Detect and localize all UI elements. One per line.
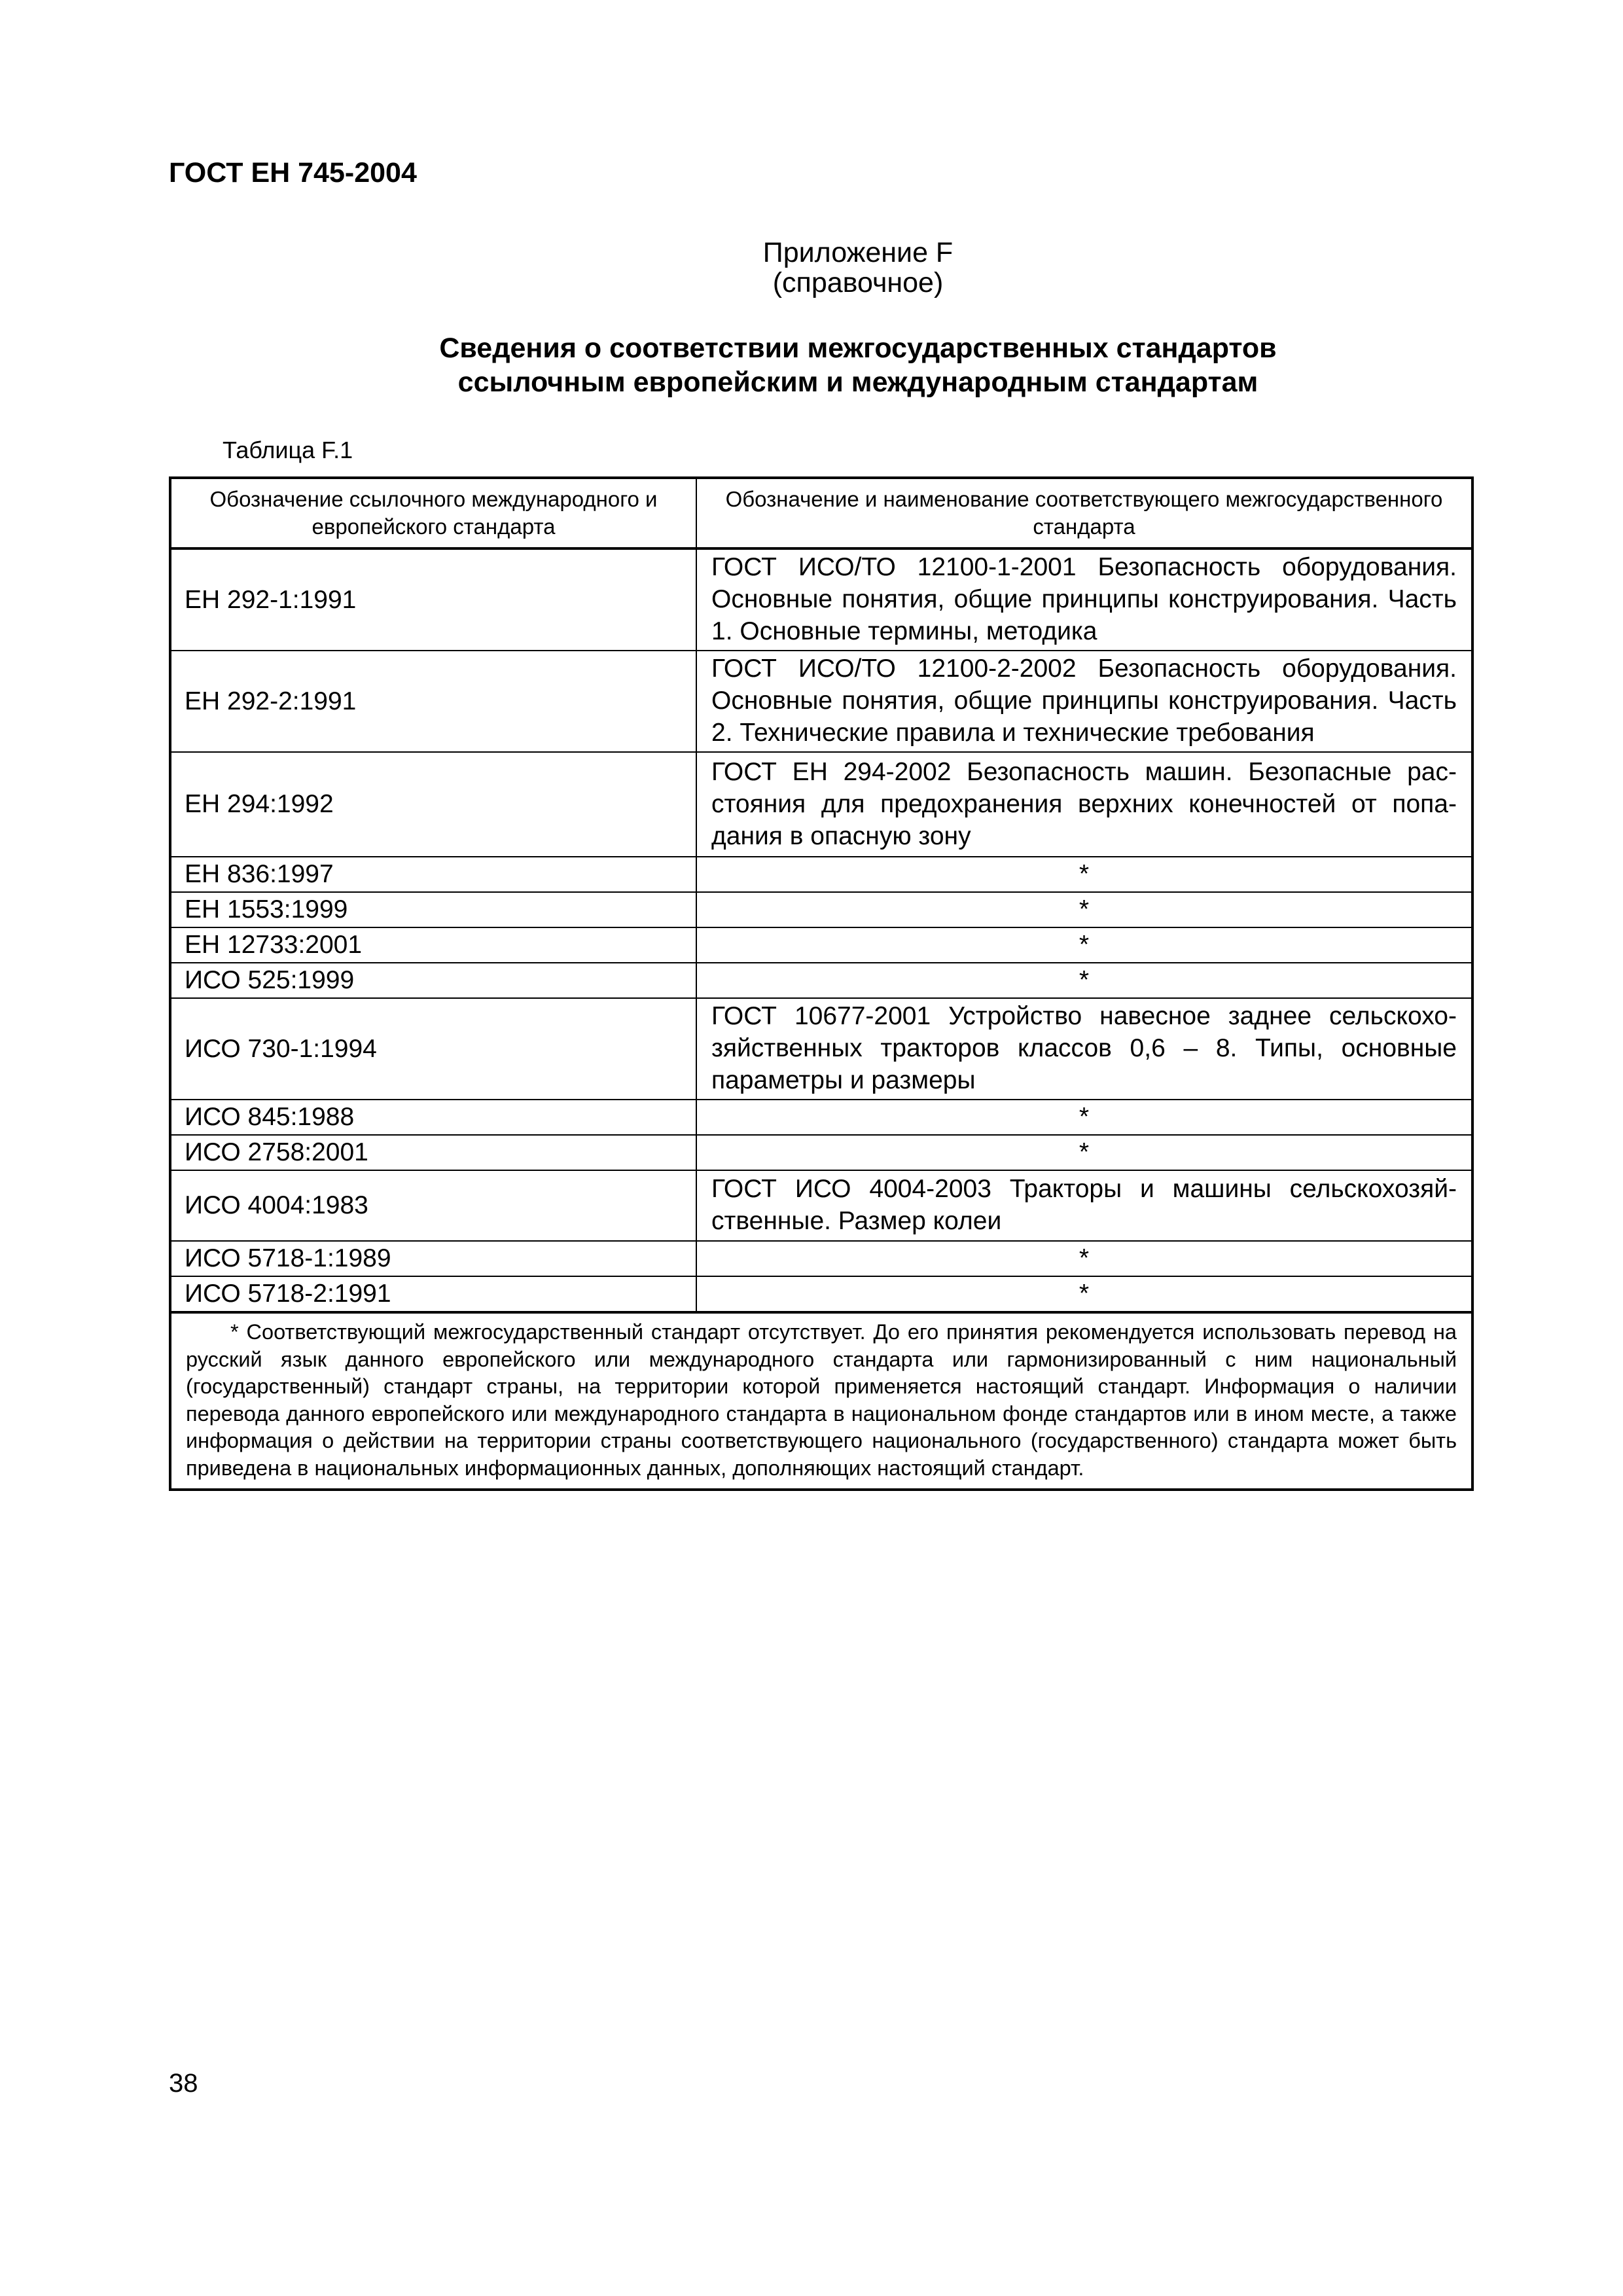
interstate-standard-cell: ГОСТ 10677-2001 Устройство навесное заднее сельскохозяйственных тракторов классов 0,6 – 8. Типы, основные параметры и размеры [696,998,1472,1100]
international-standard-cell: ИСО 5718-2:1991 [170,1276,696,1312]
section-title-line-1: Сведения о соответствии межгосударственных стандартов [439,332,1277,364]
interstate-standard-cell: * [696,892,1472,927]
interstate-standard-cell: * [696,857,1472,892]
interstate-standard-cell: * [696,963,1472,998]
table-row [170,927,1472,963]
table-caption: Таблица F.1 [223,437,353,463]
interstate-standard-cell: ГОСТ ИСО/ТО 12100-2-2002 Безопасность оборудования. Основные понятия, общие принципы конструирования. Часть 2. Технические правила и технические требования [696,651,1472,752]
interstate-standard-cell: * [696,1100,1472,1135]
interstate-standard-cell: * [696,1241,1472,1276]
international-standard-cell: ЕН 294:1992 [170,752,696,857]
table-row [170,1241,1472,1276]
table-row [170,1170,1472,1241]
interstate-standard-cell: ГОСТ ИСО 4004-2003 Тракторы и машины сельскохозяйственные. Размер колеи [696,1170,1472,1241]
interstate-standard-cell: ГОСТ ЕН 294-2002 Безопасность машин. Безопасные расстояния для предохранения верхних конечностей от попадания в опасную зону [696,752,1472,857]
appendix-status: (справочное) [772,267,944,298]
international-standard-cell: ЕН 292-2:1991 [170,651,696,752]
international-standard-cell: ИСО 5718-1:1989 [170,1241,696,1276]
standards-correspondence-table [169,476,1474,1491]
interstate-standard-cell: * [696,1135,1472,1170]
table-row [170,963,1472,998]
page-number: 38 [169,2069,198,2098]
table-row [170,1135,1472,1170]
international-standard-cell: ИСО 845:1988 [170,1100,696,1135]
international-standard-cell: ИСО 730-1:1994 [170,998,696,1100]
table-row [170,857,1472,892]
international-standard-cell: ЕН 1553:1999 [170,892,696,927]
section-title [0,331,1623,399]
table-row [170,1100,1472,1135]
table-row [170,998,1472,1100]
international-standard-cell: ИСО 525:1999 [170,963,696,998]
table-row [170,752,1472,857]
interstate-standard-cell: ГОСТ ИСО/ТО 12100-1-2001 Безопасность оборудования. Основные понятия, общие принципы конструирования. Часть 1. Основные термины, методика [696,548,1472,651]
table-footnote-row [170,1312,1472,1490]
international-standard-cell: ИСО 4004:1983 [170,1170,696,1241]
international-standard-cell: ЕН 836:1997 [170,857,696,892]
column-header-international: Обозначение ссылочного международного и европейского стандарта [170,478,696,548]
column-header-interstate: Обозначение и наименование соответствующего межгосударственного стандарта [696,478,1472,548]
interstate-standard-cell: * [696,1276,1472,1312]
table-header-row [170,478,1472,548]
interstate-standard-cell: * [696,927,1472,963]
table-footnote [170,1312,1472,1490]
table-row [170,892,1472,927]
international-standard-cell: ЕН 12733:2001 [170,927,696,963]
international-standard-cell: ИСО 2758:2001 [170,1135,696,1170]
table-footnote-text: * Соответствующий межгосударственный стандарт отсутствует. До его принятия рекомендуется использовать перевод на русский язык данного европейского или международного стандарта или гармонизированный с ним национальный (государственный) стандарт страны, на территории которой применяется настоящий стандарт. Информация о наличии перевода данного европейского или международного стандарта в национальном фонде стандартов или в ином месте, а также информация о действии на территории страны соответствующего национального (государственного) стандарта может быть приведена в национальных информационных данных, дополняющих настоящий стандарт. [186,1320,1457,1480]
document-code: ГОСТ ЕН 745-2004 [169,157,417,188]
table-row [170,548,1472,651]
appendix-title: Приложение F [762,237,954,268]
table-row [170,1276,1472,1312]
international-standard-cell: ЕН 292-1:1991 [170,548,696,651]
table-row [170,651,1472,752]
section-title-line-2: ссылочным европейским и международным стандартам [457,367,1258,398]
